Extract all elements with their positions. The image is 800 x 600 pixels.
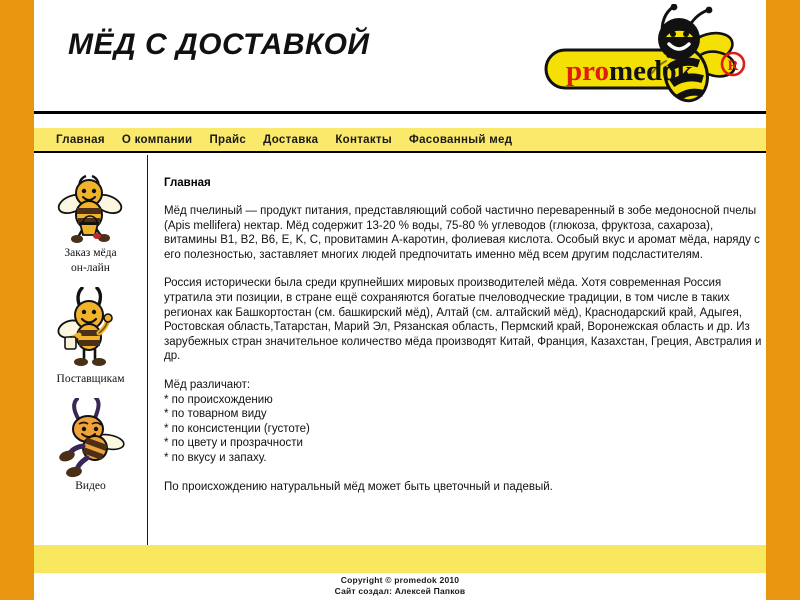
- content-paragraph-1: Мёд пчелиный — продукт питания, представляющий собой частично переваренный в зобе медоносной пчелы (Apis mellifera) нектар. Мёд содержит 13-20 % воды, 75-80 % углеводов (глюкоза, фруктоза, сахароза), витамины B1, B2, B6, E, K, C, провитамин A-каротин, фолиевая кислота. Особый вкус и аромат мёда, наряду с его полезностью, заставляет многих людей предпочитать именно мёд всем другим подсластителям.: [164, 205, 760, 261]
- sidebar-item-suppliers[interactable]: [34, 287, 147, 386]
- content-list-intro: Мёд различают:: [164, 378, 251, 391]
- content-heading: Главная: [164, 177, 211, 189]
- list-item: * по вкусу и запаху.: [164, 451, 267, 464]
- list-item: * по происхождению: [164, 393, 273, 406]
- bee-with-honey-bucket-icon: [53, 173, 129, 245]
- sidebar-label-line1: Заказ мёда: [64, 247, 117, 259]
- sidebar-item-video[interactable]: [34, 398, 147, 493]
- right-orange-border: [766, 0, 800, 600]
- svg-text:R: R: [727, 58, 739, 74]
- nav-item-o-kompanii[interactable]: О компании: [121, 133, 193, 146]
- nav-item-kontakty[interactable]: Контакты: [335, 133, 392, 146]
- content-paragraph-2: Россия исторически была среди крупнейших мировых производителей мёда. Хотя современная Россия утратила эти позиции, в стране ещё сохраняются богатые пчеловодческие традиции, в том числе в таких регионах как Башкортостан (см. башкирский мёд), Алтай (см. алтайский мёд), Краснодарский край, Адыгея, Ростовская область,Татарстан, Марий Эл, Рязанская область, Пермский край, Воронежская область и др. Из зарубежных стран значительное количество мёда производят Китай, Франция, Казахстан, Греция, Австралия и др.: [164, 277, 762, 363]
- svg-text:promedok: [566, 55, 694, 87]
- nav-item-fasovannyi-med[interactable]: Фасованный мед: [409, 133, 513, 146]
- list-item: * по товарном виду: [164, 408, 267, 421]
- list-item: * по цвету и прозрачности: [164, 437, 303, 450]
- logo-text-pro: pro: [566, 55, 609, 87]
- site-header: [34, 0, 766, 114]
- sidebar-item-order-honey[interactable]: [34, 173, 147, 275]
- nav-item-dostavka[interactable]: Доставка: [263, 133, 319, 146]
- footer: [34, 575, 766, 597]
- body-area: [34, 155, 766, 545]
- left-orange-border: [0, 0, 34, 600]
- footer-copyright: Copyright © promedok 2010: [340, 575, 460, 585]
- content-paragraph-3: По происхождению натуральный мёд может быть цветочный и падевый.: [164, 480, 553, 493]
- nav-item-prais[interactable]: Прайс: [209, 133, 247, 146]
- logo-text-medok: medok: [608, 55, 693, 87]
- nav-item-glavnaya[interactable]: Главная: [56, 133, 105, 146]
- sidebar-label-line2: он-лайн: [71, 262, 110, 274]
- footer-credit: Сайт создал: Алексей Папков: [334, 586, 466, 596]
- main-navigation: [34, 128, 766, 153]
- promedok-logo[interactable]: [540, 4, 760, 110]
- bee-pointing-up-icon: [53, 287, 129, 371]
- honey-classification-list: [164, 393, 766, 466]
- list-item: * по консистенции (густоте): [164, 422, 310, 435]
- bee-reclining-icon: [53, 398, 129, 478]
- sidebar-label-line1: Видео: [75, 480, 106, 492]
- sidebar-label-line1: Поставщикам: [56, 373, 125, 385]
- sidebar: [34, 155, 148, 545]
- main-content: [164, 155, 766, 545]
- footer-yellow-band: [34, 545, 766, 573]
- page-title: МЁД С ДОСТАВКОЙ: [68, 28, 370, 61]
